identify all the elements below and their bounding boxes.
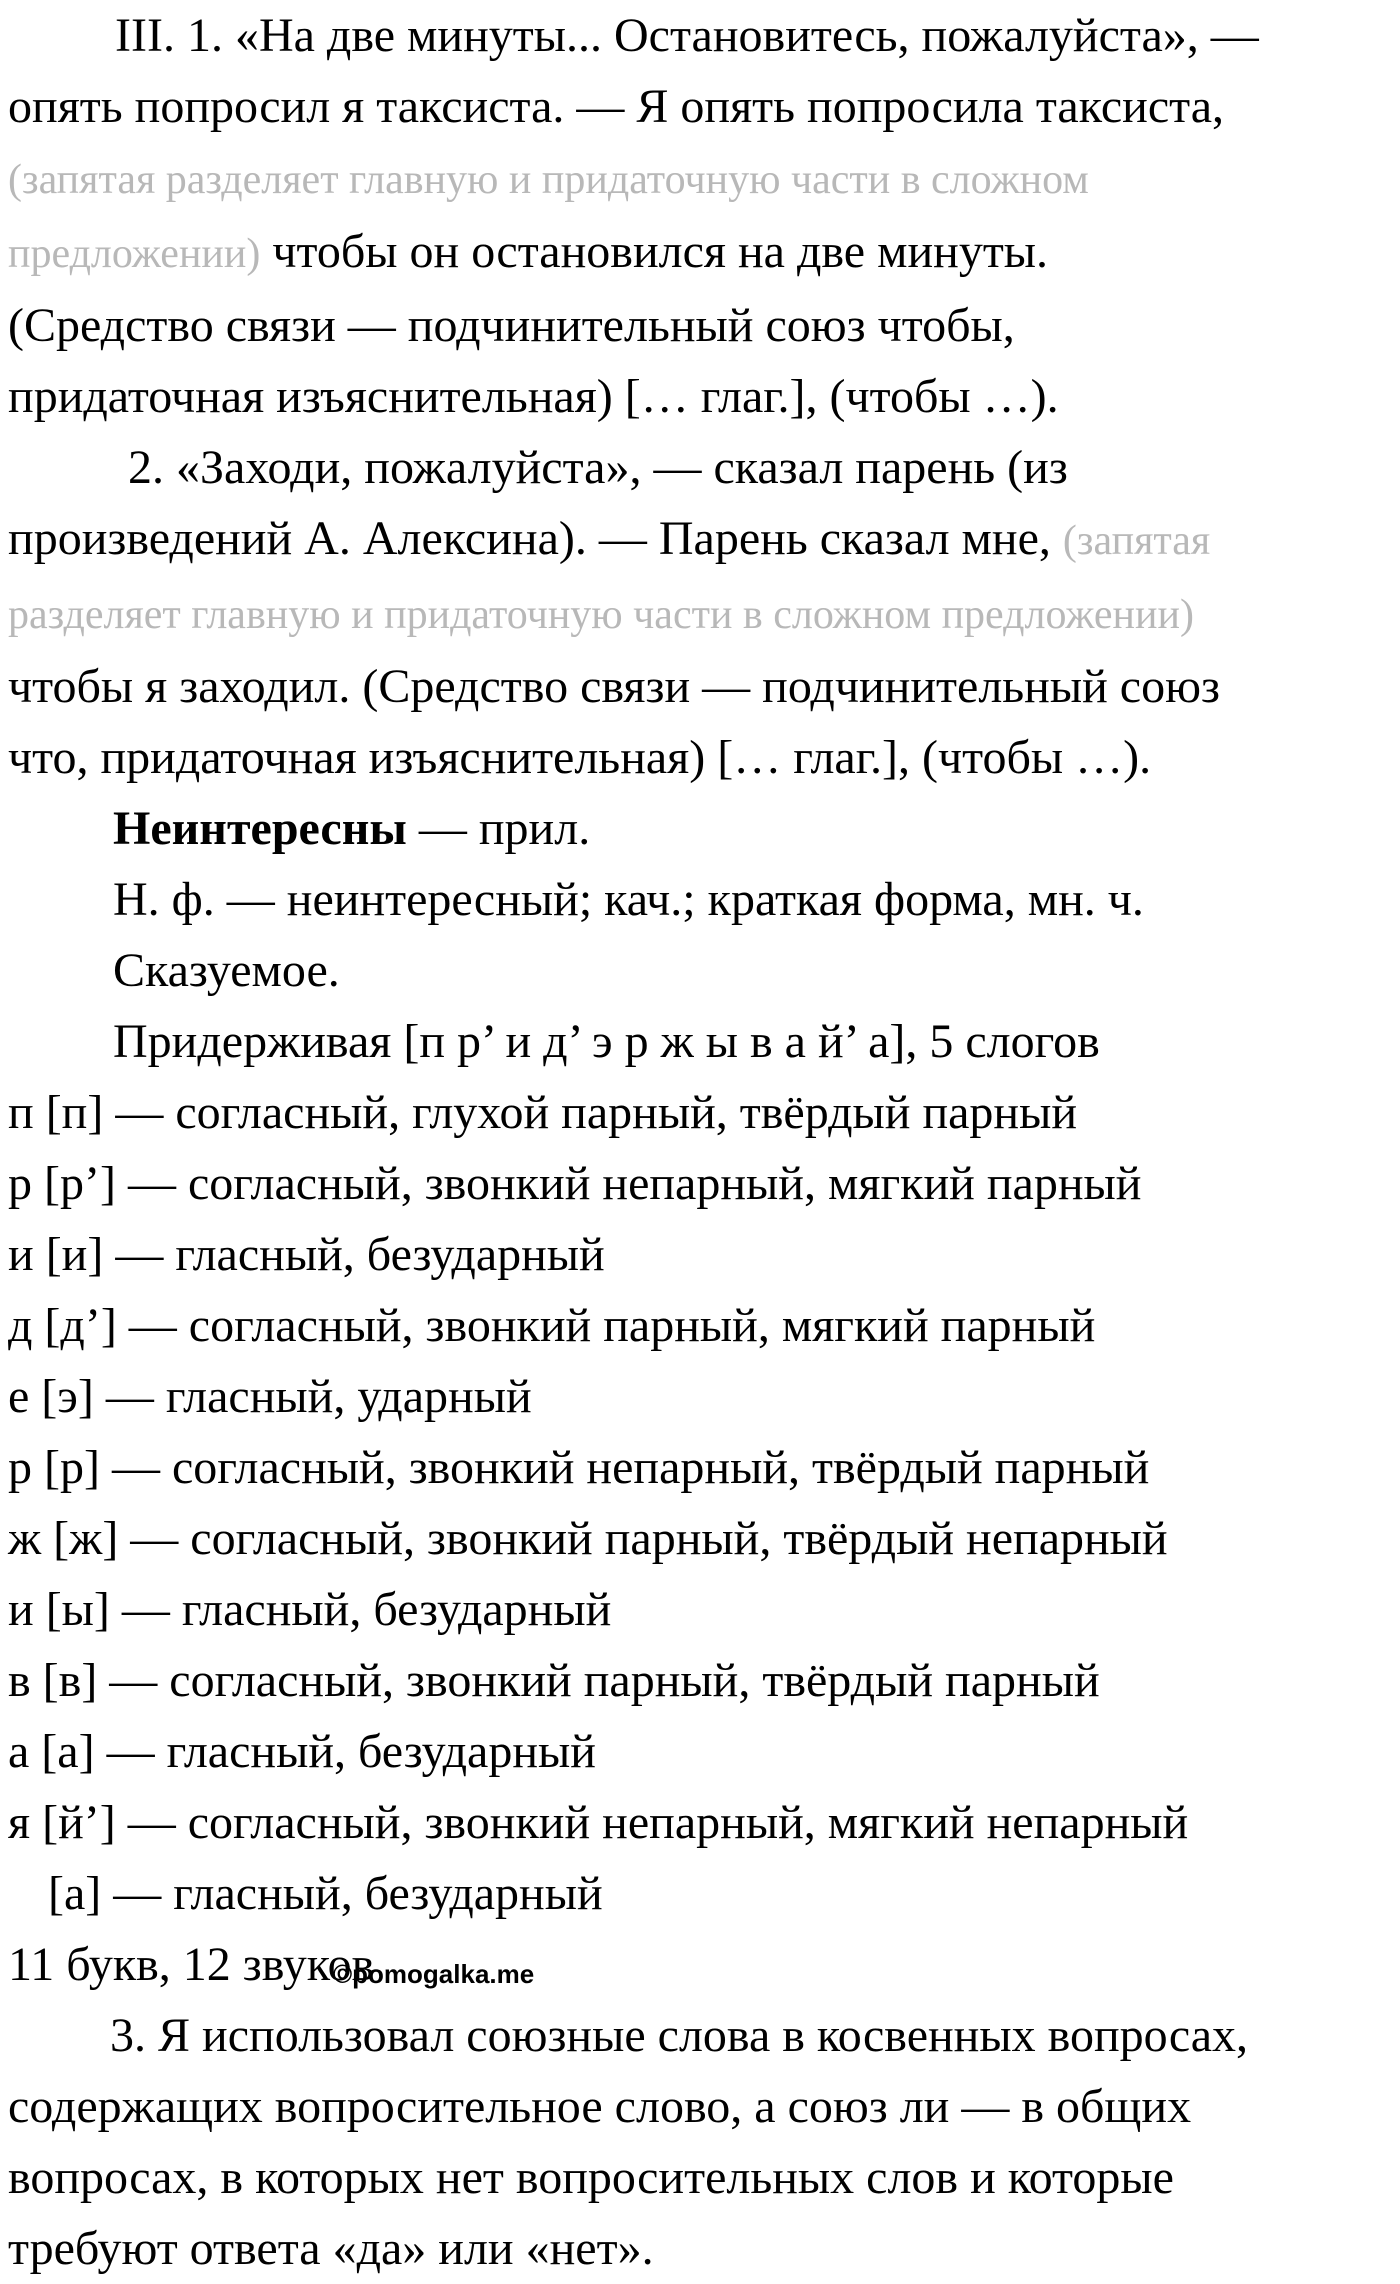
phonetic-line: а [а] — гласный, безударный bbox=[8, 1725, 596, 1778]
text-line bbox=[8, 577, 1392, 651]
paragraph-3 bbox=[8, 2000, 1392, 2284]
text-line: опять попросил я таксиста. — Я опять попросила таксиста, bbox=[8, 80, 1225, 133]
gray-note: (запятая разделяет главную и придаточную части в сложном bbox=[8, 157, 1089, 203]
phonetic-line: р [р’] — согласный, звонкий непарный, мягкий парный bbox=[8, 1157, 1142, 1210]
text-line: содержащих вопросительное слово, а союз ли — в общих bbox=[8, 2080, 1192, 2133]
paragraph-2 bbox=[8, 432, 1392, 793]
phonetic-header: Придерживая [п р’ и д’ э р ж ы в а й’ а], 5 слогов bbox=[113, 1015, 1100, 1068]
phonetic-line: р [р] — согласный, звонкий непарный, твёрдый парный bbox=[8, 1441, 1150, 1494]
document-page bbox=[8, 0, 1392, 2284]
gray-note: предложении) bbox=[8, 231, 261, 277]
text-fragment: чтобы он остановился на две минуты. bbox=[260, 225, 1049, 278]
text-line bbox=[8, 216, 1392, 290]
gray-note: (запятая bbox=[1062, 518, 1211, 564]
analyzed-word: Неинтересны bbox=[113, 802, 407, 855]
text-line: требуют ответа «да» или «нет». bbox=[8, 2222, 654, 2275]
text-line: Н. ф. — неинтересный; кач.; краткая форма, мн. ч. bbox=[113, 873, 1144, 926]
text-line: вопросах, в которых нет вопросительных слов и которые bbox=[8, 2151, 1174, 2204]
text-line: что, придаточная изъяснительная) [… глаг.], (чтобы …). bbox=[8, 731, 1152, 784]
text-line bbox=[8, 793, 1392, 864]
text-line: (Средство связи — подчинительный союз чтобы, bbox=[8, 299, 1015, 352]
phonetic-line: [а] — гласный, безударный bbox=[48, 1867, 603, 1920]
text-line bbox=[8, 503, 1392, 577]
gray-note: разделяет главную и придаточную части в сложном предложении) bbox=[8, 592, 1194, 638]
paragraph-1 bbox=[8, 0, 1392, 432]
phonetic-line: в [в] — согласный, звонкий парный, твёрдый парный bbox=[8, 1654, 1100, 1707]
morphology-section bbox=[8, 793, 1392, 1006]
phonetic-line: и [и] — гласный, безударный bbox=[8, 1228, 605, 1281]
text-fragment: произведений А. Алексина). — Парень сказал мне, bbox=[8, 512, 1063, 565]
phonetic-line: и [ы] — гласный, безударный bbox=[8, 1583, 612, 1636]
text-line bbox=[8, 142, 1392, 216]
phonetic-line: д [д’] — согласный, звонкий парный, мягкий парный bbox=[8, 1299, 1096, 1352]
text-line: придаточная изъяснительная) [… глаг.], (чтобы …). bbox=[8, 370, 1059, 423]
text-line: Сказуемое. bbox=[113, 944, 340, 997]
phonetic-line: е [э] — гласный, ударный bbox=[8, 1370, 532, 1423]
phonetic-summary: 11 букв, 12 звуков bbox=[8, 1938, 375, 1991]
text-fragment: — прил. bbox=[406, 802, 591, 855]
text-line: чтобы я заходил. (Средство связи — подчинительный союз bbox=[8, 660, 1220, 713]
watermark-label: ©pomogalka.me bbox=[333, 1959, 535, 1989]
text-line: III. 1. «На две минуты... Остановитесь, пожалуйста», — bbox=[115, 9, 1259, 62]
phonetic-line: п [п] — согласный, глухой парный, твёрдый парный bbox=[8, 1086, 1078, 1139]
text-line: 2. «Заходи, пожалуйста», — сказал парень (из bbox=[128, 441, 1068, 494]
text-line: 3. Я использовал союзные слова в косвенных вопросах, bbox=[110, 2009, 1249, 2062]
phonetic-line: ж [ж] — согласный, звонкий парный, твёрдый непарный bbox=[8, 1512, 1168, 1565]
phonetic-line: я [й’] — согласный, звонкий непарный, мягкий непарный bbox=[8, 1796, 1189, 1849]
phonetic-section bbox=[8, 1006, 1392, 2000]
